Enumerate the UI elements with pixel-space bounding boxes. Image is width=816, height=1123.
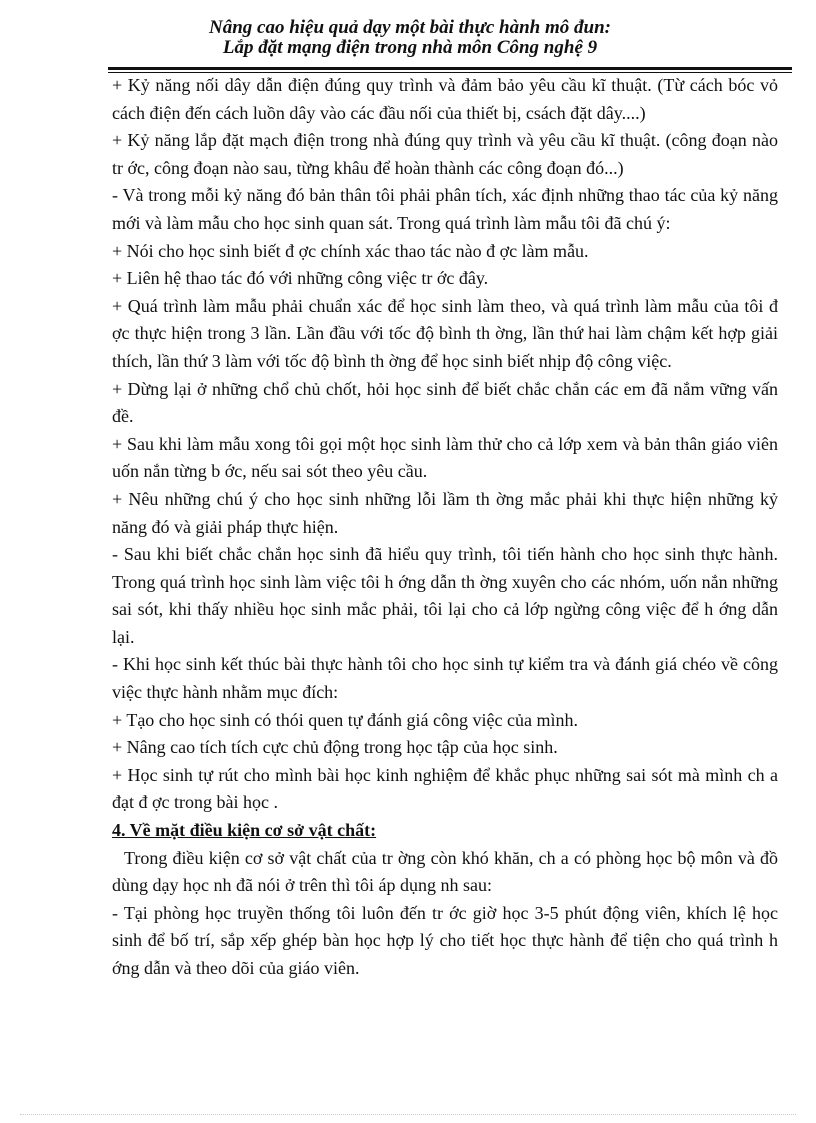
paragraph: + Học sinh tự rút cho mình bài học kinh nghiệm để khắc phục những sai sót mà mình ch a đạt đ ợc trong bài học .	[112, 764, 778, 813]
paragraph: - Khi học sinh kết thúc bài thực hành tôi cho học sinh tự kiểm tra và đánh giá chéo về công việc thực hành nhằm mục đích:	[112, 654, 778, 703]
header-rule-thick	[108, 67, 792, 70]
header-line-2: Lắp đặt mạng điện trong nhà môn Công nghệ 9	[222, 37, 598, 58]
paragraph: + Nói cho học sinh biết đ ợc chính xác thao tác nào đ ợc làm mẫu.	[112, 240, 589, 261]
paragraph: + Quá trình làm mẫu phải chuẩn xác để học sinh làm theo, và quá trình làm mẫu của tôi đ ợc thực hiện trong 3 lần. Lần đầu với tốc độ bình th ờng, lần thứ hai làm chậm kết hợp giải thích, lần thứ 3 làm với tốc độ bình th ờng để học sinh biết nhịp độ công việc.	[112, 295, 778, 371]
paragraph: - Tại phòng học truyền thống tôi luôn đến tr ớc giờ học 3-5 phút động viên, khích lệ học sinh để bố trí, sắp xếp ghép bàn học hợp lý cho tiết học thực hành để tiện cho quá trình h ớng dẫn và theo dõi của giáo viên.	[112, 902, 778, 978]
paragraph: + Kỷ năng nối dây dẫn điện đúng quy trình và đảm bảo yêu cầu kĩ thuật. (Từ cách bóc vỏ cách điện đến cách luồn dây vào các đầu nối của thiết bị, csách đặt dây....)	[112, 75, 778, 123]
paragraph: + Dừng lại ở những chổ chủ chốt, hỏi học sinh để biết chắc chắn các em đã nắm vững vấn đề.	[112, 378, 778, 427]
section-heading: 4. Về mặt điều kiện cơ sở vật chất:	[112, 820, 377, 841]
page-header	[110, 18, 710, 58]
paragraph: Trong điều kiện cơ sở vật chất của tr ờng còn khó khăn, ch a có phòng học bộ môn và đồ dùng dạy học nh đã nói ở trên thì tôi áp dụng nh sau:	[112, 847, 778, 896]
document-body	[112, 72, 778, 983]
paragraph: + Tạo cho học sinh có thói quen tự đánh giá công việc của mình.	[112, 709, 578, 730]
paragraph: + Kỷ năng lắp đặt mạch điện trong nhà đúng quy trình và yêu cầu kĩ thuật. (công đoạn nào tr ớc, công đoạn nào sau, từng khâu để hoàn thành các công đoạn đó...)	[112, 130, 778, 178]
paragraph: + Liên hệ thao tác đó với những công việc tr ớc đây.	[112, 268, 489, 289]
page-bottom-border	[20, 1114, 796, 1115]
paragraph: - Và trong mỗi kỷ năng đó bản thân tôi phải phân tích, xác định những thao tác của kỷ năng mới và làm mẫu cho học sinh quan sát. Trong quá trình làm mẫu tôi đã chú ý:	[112, 185, 778, 233]
header-line-1: Nâng cao hiệu quả dạy một bài thực hành mô đun:	[208, 17, 611, 38]
paragraph: + Sau khi làm mẫu xong tôi gọi một học sinh làm thử cho cả lớp xem và bản thân giáo viên uốn nắn từng b ớc, nếu sai sót theo yêu cầu.	[112, 433, 778, 482]
paragraph: + Nêu những chú ý cho học sinh những lỗi lầm th ờng mắc phải khi thực hiện những kỷ năng đó và giải pháp thực hiện.	[112, 488, 778, 537]
paragraph: + Nâng cao tích tích cực chủ động trong học tập của học sinh.	[112, 737, 558, 758]
paragraph: - Sau khi biết chắc chắn học sinh đã hiểu quy trình, tôi tiến hành cho học sinh thực hành. Trong quá trình học sinh làm việc tôi h ớng dẫn th ờng xuyên cho các nhóm, uốn nắn những sai sót, khi thấy nhiều học sinh mắc phải, tôi lại cho cả lớp ngừng công việc để h ớng dẫn lại.	[112, 544, 778, 647]
